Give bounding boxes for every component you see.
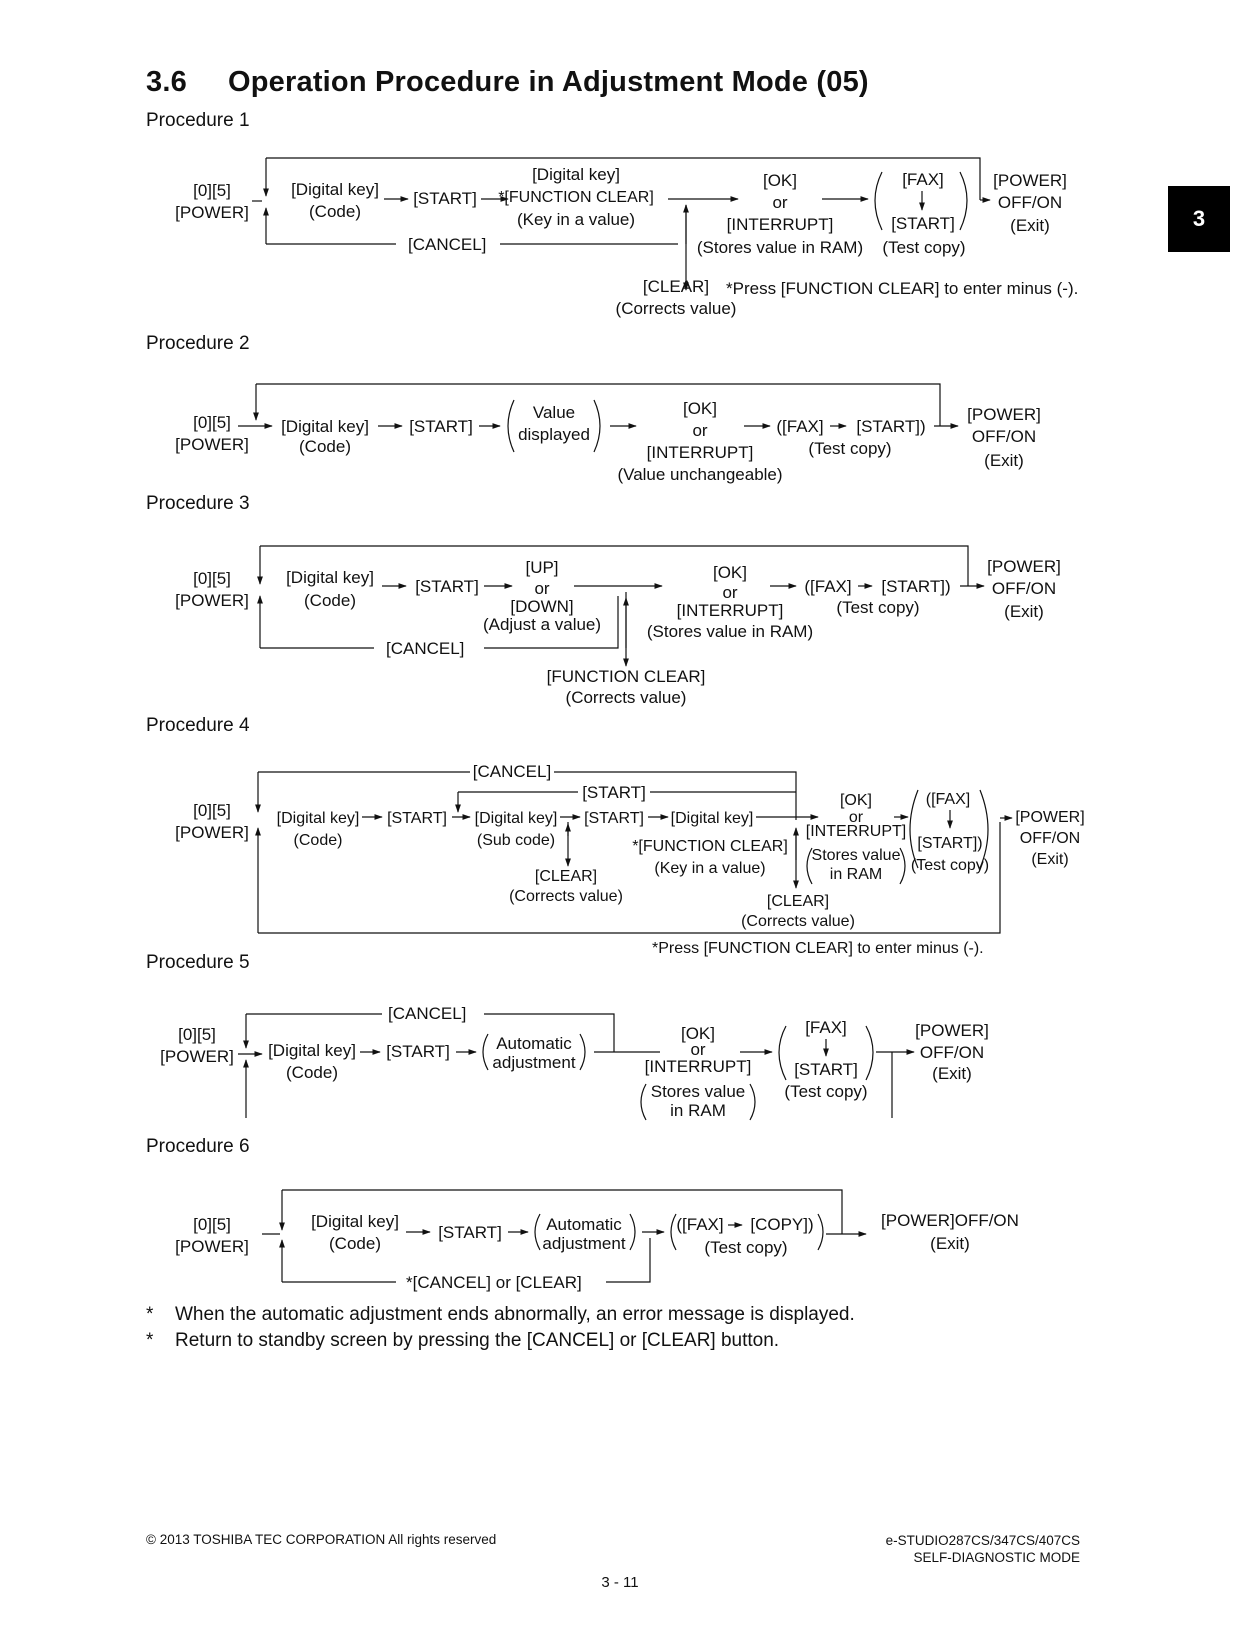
p5-test-copy: (Test copy)	[784, 1082, 868, 1101]
p1-or: or	[772, 193, 788, 212]
p1-cancel: [CANCEL]	[408, 235, 487, 254]
p6-copy: [COPY])	[750, 1215, 814, 1234]
p3-corrects: (Corrects value)	[565, 688, 687, 707]
p4-start-loop: [START]	[582, 783, 646, 802]
p2-ok: [OK]	[682, 399, 718, 418]
p1-press-note: *Press [FUNCTION CLEAR] to enter minus (-).	[726, 279, 1079, 298]
p3-function-clear: [FUNCTION CLEAR]	[546, 667, 706, 686]
p5-stores-value: Stores value	[650, 1082, 746, 1101]
p4-cancel: [CANCEL]	[472, 762, 552, 781]
note-item: * When the automatic adjustment ends abnormally, an error message is displayed.	[146, 1302, 855, 1328]
p3-digital-key: [Digital key]	[286, 568, 374, 587]
p5-ok: [OK]	[680, 1024, 716, 1043]
p2-displayed: displayed	[518, 425, 590, 444]
p4-power: [POWER]	[1015, 809, 1085, 826]
p2-entry-power: [POWER]	[175, 435, 249, 454]
p4-or: or	[848, 809, 864, 826]
p3-stores-ram: (Stores value in RAM)	[646, 622, 814, 641]
p3-up: [UP]	[525, 558, 559, 577]
section-title-text: Operation Procedure in Adjustment Mode (05)	[228, 66, 869, 98]
p6-entry-05: [0][5]	[193, 1215, 231, 1234]
p5-interrupt: [INTERRUPT]	[644, 1057, 752, 1076]
p4-clear-2: [CLEAR]	[766, 893, 830, 910]
p2-digital-key: [Digital key]	[281, 417, 369, 436]
note-text: When the automatic adjustment ends abnormally, an error message is displayed.	[175, 1304, 855, 1325]
p3-down: [DOWN]	[510, 597, 574, 616]
p6-start: [START]	[438, 1223, 502, 1242]
p6-exit: (Exit)	[930, 1234, 970, 1253]
p4-start-2: [START]	[584, 810, 644, 827]
p1-exit: (Exit)	[1010, 216, 1050, 235]
p5-start-2: [START]	[794, 1060, 858, 1079]
procedure-2-flow	[175, 384, 1041, 484]
p6-cancel-clear: *[CANCEL] or [CLEAR]	[406, 1273, 582, 1292]
p3-start: [START]	[415, 577, 479, 596]
p2-power: [POWER]	[967, 405, 1041, 424]
p1-off-on: OFF/ON	[997, 193, 1063, 212]
procedure-6-heading: Procedure 6	[146, 1136, 250, 1157]
p2-value: Value	[532, 403, 576, 422]
p5-power: [POWER]	[915, 1021, 989, 1040]
p2-start: [START]	[409, 417, 473, 436]
p4-stores-value: Stores value	[811, 847, 901, 864]
p6-code: (Code)	[329, 1234, 381, 1253]
procedure-5-heading: Procedure 5	[146, 952, 250, 973]
p6-test-copy: (Test copy)	[704, 1238, 788, 1257]
p5-auto-1: Automatic	[496, 1034, 572, 1053]
p3-adjust: (Adjust a value)	[482, 615, 602, 634]
p3-cancel: [CANCEL]	[386, 639, 465, 658]
p4-entry-power: [POWER]	[175, 823, 249, 842]
p3-test-copy: (Test copy)	[836, 598, 920, 617]
p4-digital-key-3: [Digital key]	[670, 810, 754, 827]
p1-code: (Code)	[309, 202, 361, 221]
procedure-5-flow	[160, 1004, 989, 1120]
procedure-2-heading: Procedure 2	[146, 333, 250, 354]
p3-fax: ([FAX]	[804, 577, 852, 596]
p1-interrupt: [INTERRUPT]	[726, 215, 834, 234]
p1-stores-ram: (Stores value in RAM)	[696, 238, 864, 257]
p2-start-2: [START])	[856, 417, 926, 436]
procedure-4-flow	[175, 762, 1085, 957]
p4-ok: [OK]	[839, 792, 873, 809]
p1-test-copy: (Test copy)	[882, 238, 966, 257]
p2-unchangeable: (Value unchangeable)	[617, 465, 783, 484]
procedure-3-heading: Procedure 3	[146, 493, 250, 514]
notes-list	[146, 1302, 855, 1354]
p3-code: (Code)	[304, 591, 356, 610]
p2-off-on: OFF/ON	[971, 427, 1037, 446]
p4-exit: (Exit)	[1031, 851, 1069, 868]
p5-auto-2: adjustment	[492, 1053, 576, 1072]
p4-test-copy: (Test copy)	[910, 857, 990, 874]
p4-fax: ([FAX]	[925, 791, 971, 808]
p4-key-in: (Key in a value)	[654, 860, 766, 877]
p4-entry-05: [0][5]	[193, 801, 231, 820]
p5-entry-05: [0][5]	[178, 1025, 216, 1044]
p1-power: [POWER]	[993, 171, 1067, 190]
p5-code: (Code)	[286, 1063, 338, 1082]
p2-entry-05: [0][5]	[193, 413, 231, 432]
p3-interrupt: [INTERRUPT]	[676, 601, 784, 620]
chapter-tab: 3	[1168, 186, 1230, 252]
footer-model-name: e-STUDIO287CS/347CS/407CS	[885, 1533, 1080, 1548]
footer-copyright: © 2013 TOSHIBA TEC CORPORATION All rights reserved	[146, 1532, 497, 1547]
p2-code: (Code)	[299, 437, 351, 456]
p1-digital-key: [Digital key]	[291, 180, 379, 199]
p3-entry-power: [POWER]	[175, 591, 249, 610]
p2-or: or	[692, 421, 708, 440]
p1-corrects: (Corrects value)	[615, 299, 737, 318]
p6-entry-power: [POWER]	[175, 1237, 249, 1256]
p5-exit: (Exit)	[932, 1064, 972, 1083]
p4-corrects: (Corrects value)	[509, 888, 623, 905]
p3-start-2: [START])	[881, 577, 951, 596]
p5-entry-power: [POWER]	[160, 1047, 234, 1066]
p1-digital-key-2: [Digital key]	[532, 165, 620, 184]
procedure-1-flow	[175, 158, 1078, 318]
p6-auto-1: Automatic	[546, 1215, 622, 1234]
p3-ok: [OK]	[712, 563, 748, 582]
p5-start: [START]	[386, 1042, 450, 1061]
p4-function-clear: *[FUNCTION CLEAR]	[632, 838, 788, 855]
p1-key-in: (Key in a value)	[516, 210, 636, 229]
procedure-3-flow	[175, 546, 1061, 707]
p4-press-note: *Press [FUNCTION CLEAR] to enter minus (-).	[652, 940, 984, 957]
p6-fax: ([FAX]	[676, 1215, 724, 1234]
p3-or-2: or	[722, 583, 738, 602]
p3-off-on: OFF/ON	[991, 579, 1057, 598]
p5-or: or	[690, 1040, 706, 1059]
p3-power: [POWER]	[987, 557, 1061, 576]
p1-start-2: [START]	[891, 214, 955, 233]
p4-code: (Code)	[293, 832, 343, 849]
p4-digital-key-2: [Digital key]	[474, 810, 558, 827]
p1-clear: [CLEAR]	[642, 277, 710, 296]
p5-in-ram: in RAM	[670, 1101, 726, 1120]
p5-cancel: [CANCEL]	[388, 1004, 467, 1023]
procedure-6-flow	[175, 1190, 1019, 1292]
page-number: 3 - 11	[601, 1574, 639, 1591]
p6-digital-key: [Digital key]	[311, 1212, 399, 1231]
p4-start: [START]	[387, 810, 447, 827]
p6-power: [POWER]OFF/ON	[881, 1211, 1019, 1230]
note-item: * Return to standby screen by pressing the [CANCEL] or [CLEAR] button.	[146, 1328, 855, 1354]
p1-entry-power: [POWER]	[175, 203, 249, 222]
p3-exit: (Exit)	[1004, 602, 1044, 621]
footer-model	[870, 1532, 1080, 1566]
p3-entry-05: [0][5]	[193, 569, 231, 588]
procedure-4-heading: Procedure 4	[146, 715, 250, 736]
p1-function-clear: *[FUNCTION CLEAR]	[498, 189, 654, 206]
p5-fax: [FAX]	[805, 1018, 847, 1037]
p2-fax: ([FAX]	[776, 417, 824, 436]
section-number: 3.6	[146, 66, 187, 98]
footer-mode: SELF-DIAGNOSTIC MODE	[913, 1550, 1080, 1565]
p4-interrupt: [INTERRUPT]	[805, 823, 907, 840]
p2-exit: (Exit)	[984, 451, 1024, 470]
p4-corrects-2: (Corrects value)	[741, 913, 855, 930]
p6-auto-2: adjustment	[542, 1234, 626, 1253]
p4-sub-code: (Sub code)	[476, 832, 556, 849]
p1-entry-05: [0][5]	[193, 181, 231, 200]
p4-in-ram: in RAM	[829, 866, 883, 883]
note-text: Return to standby screen by pressing the [CANCEL] or [CLEAR] button.	[175, 1330, 780, 1351]
p5-off-on: OFF/ON	[919, 1043, 985, 1062]
p4-clear: [CLEAR]	[534, 868, 598, 885]
p3-or: or	[534, 579, 550, 598]
p1-start: [START]	[413, 189, 477, 208]
p4-digital-key: [Digital key]	[276, 810, 360, 827]
p4-start-3: [START])	[917, 835, 983, 852]
p4-off-on: OFF/ON	[1019, 830, 1081, 847]
p1-fax: [FAX]	[902, 170, 944, 189]
p2-test-copy: (Test copy)	[808, 439, 892, 458]
p5-digital-key: [Digital key]	[268, 1041, 356, 1060]
procedure-1-heading: Procedure 1	[146, 110, 250, 131]
p1-ok: [OK]	[762, 171, 798, 190]
p2-interrupt: [INTERRUPT]	[646, 443, 754, 462]
